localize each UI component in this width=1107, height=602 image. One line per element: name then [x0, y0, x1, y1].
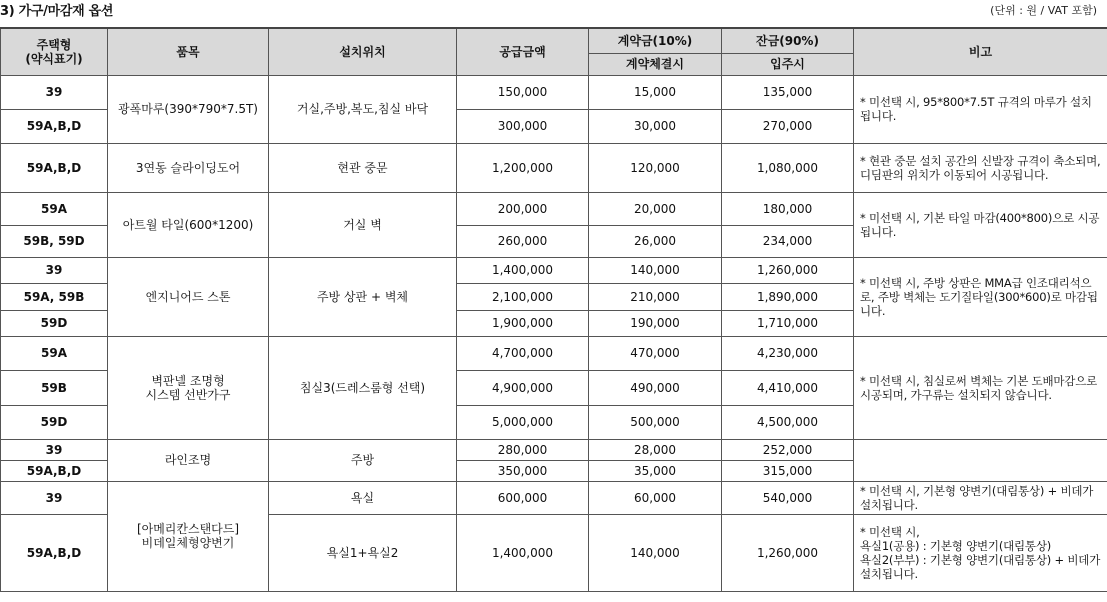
- table-row: [1, 481, 1107, 514]
- balance-cell: 1,260,000: [722, 257, 854, 283]
- location-cell: 침실3(드레스룸형 선택): [269, 336, 457, 439]
- balance-cell: 315,000: [722, 460, 854, 481]
- location-cell: 욕실1+욕실2: [269, 514, 457, 591]
- unit-note: (단위 : 원 / VAT 포함): [990, 4, 1097, 17]
- option-price-table: [0, 27, 1107, 592]
- note-cell: * 미선택 시, 침실로써 벽체는 기본 도배마감으로 시공되며, 가구류는 설치되지 않습니다.: [854, 336, 1107, 439]
- deposit-cell: 140,000: [589, 257, 722, 283]
- deposit-cell: 15,000: [589, 75, 722, 109]
- balance-cell: 4,410,000: [722, 370, 854, 405]
- type-cell: 39: [1, 481, 108, 514]
- location-cell: 주방: [269, 439, 457, 481]
- balance-cell: 4,500,000: [722, 405, 854, 439]
- supply-cell: 1,400,000: [457, 257, 589, 283]
- location-cell: 주방 상판 + 벽체: [269, 257, 457, 336]
- type-cell: 59A,B,D: [1, 460, 108, 481]
- header-item: 품목: [108, 28, 269, 75]
- note-cell: * 미선택 시, 주방 상판은 MMA급 인조대리석으로, 주방 벽체는 도기질타일(300*600)로 마감됩니다.: [854, 257, 1107, 336]
- deposit-cell: 500,000: [589, 405, 722, 439]
- type-cell: 59A,B,D: [1, 109, 108, 143]
- location-cell: 거실 벽: [269, 192, 457, 257]
- supply-cell: 280,000: [457, 439, 589, 460]
- balance-cell: 252,000: [722, 439, 854, 460]
- item-cell: 라인조명: [108, 439, 269, 481]
- balance-cell: 135,000: [722, 75, 854, 109]
- location-cell: 현관 중문: [269, 143, 457, 192]
- balance-cell: 270,000: [722, 109, 854, 143]
- header-deposit: 계약금(10%): [589, 28, 722, 53]
- balance-cell: 1,710,000: [722, 310, 854, 336]
- balance-cell: 540,000: [722, 481, 854, 514]
- note-cell: * 미선택 시, 기본형 양변기(대림통상) + 비데가 설치됩니다.: [854, 481, 1107, 514]
- header-note: 비고: [854, 28, 1107, 75]
- deposit-cell: 35,000: [589, 460, 722, 481]
- deposit-cell: 470,000: [589, 336, 722, 370]
- note-cell: * 미선택 시, 욕실1(공용) : 기본형 양변기(대림통상) 욕실2(부부) : 기본형 양변기(대림통상) + 비데가 설치됩니다.: [854, 514, 1107, 591]
- deposit-cell: 120,000: [589, 143, 722, 192]
- table-row: [1, 257, 1107, 283]
- table-row: [1, 192, 1107, 225]
- balance-cell: 1,260,000: [722, 514, 854, 591]
- table-row: [1, 75, 1107, 109]
- deposit-cell: 60,000: [589, 481, 722, 514]
- item-cell: 아트월 타일(600*1200): [108, 192, 269, 257]
- deposit-cell: 26,000: [589, 225, 722, 257]
- deposit-cell: 140,000: [589, 514, 722, 591]
- item-cell: 벽판넬 조명형 시스템 선반가구: [108, 336, 269, 439]
- type-cell: 39: [1, 75, 108, 109]
- balance-cell: 4,230,000: [722, 336, 854, 370]
- supply-cell: 1,200,000: [457, 143, 589, 192]
- header-balance-sub: 입주시: [722, 53, 854, 75]
- type-cell: 59B, 59D: [1, 225, 108, 257]
- supply-cell: 1,400,000: [457, 514, 589, 591]
- supply-cell: 260,000: [457, 225, 589, 257]
- deposit-cell: 28,000: [589, 439, 722, 460]
- type-cell: 59D: [1, 310, 108, 336]
- header-type: 주택형 (약식표기): [1, 28, 108, 75]
- note-cell: [854, 439, 1107, 481]
- type-cell: 39: [1, 257, 108, 283]
- deposit-cell: 490,000: [589, 370, 722, 405]
- item-cell: 엔지니어드 스톤: [108, 257, 269, 336]
- balance-cell: 1,890,000: [722, 283, 854, 310]
- type-cell: 59B: [1, 370, 108, 405]
- deposit-cell: 20,000: [589, 192, 722, 225]
- supply-cell: 300,000: [457, 109, 589, 143]
- deposit-cell: 190,000: [589, 310, 722, 336]
- supply-cell: 2,100,000: [457, 283, 589, 310]
- type-cell: 59A,B,D: [1, 143, 108, 192]
- supply-cell: 350,000: [457, 460, 589, 481]
- note-cell: * 미선택 시, 95*800*7.5T 규격의 마루가 설치됩니다.: [854, 75, 1107, 143]
- balance-cell: 234,000: [722, 225, 854, 257]
- deposit-cell: 210,000: [589, 283, 722, 310]
- type-cell: 59A: [1, 192, 108, 225]
- supply-cell: 4,700,000: [457, 336, 589, 370]
- header-location: 설치위치: [269, 28, 457, 75]
- section-title: 3) 가구/마감재 옵션: [0, 4, 114, 19]
- table-row: [1, 143, 1107, 192]
- note-cell: * 미선택 시, 기본 타일 마감(400*800)으로 시공됩니다.: [854, 192, 1107, 257]
- table-row: [1, 336, 1107, 370]
- location-cell: 거실,주방,복도,침실 바닥: [269, 75, 457, 143]
- header-balance: 잔금(90%): [722, 28, 854, 53]
- note-cell: * 현관 중문 설치 공간의 신발장 규격이 축소되며, 디딤판의 위치가 이동되어 시공됩니다.: [854, 143, 1107, 192]
- item-cell: [아메리칸스탠다드] 비데일체형양변기: [108, 481, 269, 591]
- type-cell: 59A, 59B: [1, 283, 108, 310]
- header-deposit-sub: 계약체결시: [589, 53, 722, 75]
- balance-cell: 1,080,000: [722, 143, 854, 192]
- supply-cell: 600,000: [457, 481, 589, 514]
- supply-cell: 4,900,000: [457, 370, 589, 405]
- item-cell: 광폭마루(390*790*7.5T): [108, 75, 269, 143]
- supply-cell: 200,000: [457, 192, 589, 225]
- type-cell: 39: [1, 439, 108, 460]
- type-cell: 59A,B,D: [1, 514, 108, 591]
- table-row: [1, 439, 1107, 460]
- type-cell: 59A: [1, 336, 108, 370]
- deposit-cell: 30,000: [589, 109, 722, 143]
- supply-cell: 150,000: [457, 75, 589, 109]
- balance-cell: 180,000: [722, 192, 854, 225]
- type-cell: 59D: [1, 405, 108, 439]
- location-cell: 욕실: [269, 481, 457, 514]
- item-cell: 3연동 슬라이딩도어: [108, 143, 269, 192]
- supply-cell: 5,000,000: [457, 405, 589, 439]
- supply-cell: 1,900,000: [457, 310, 589, 336]
- header-supply: 공급금액: [457, 28, 589, 75]
